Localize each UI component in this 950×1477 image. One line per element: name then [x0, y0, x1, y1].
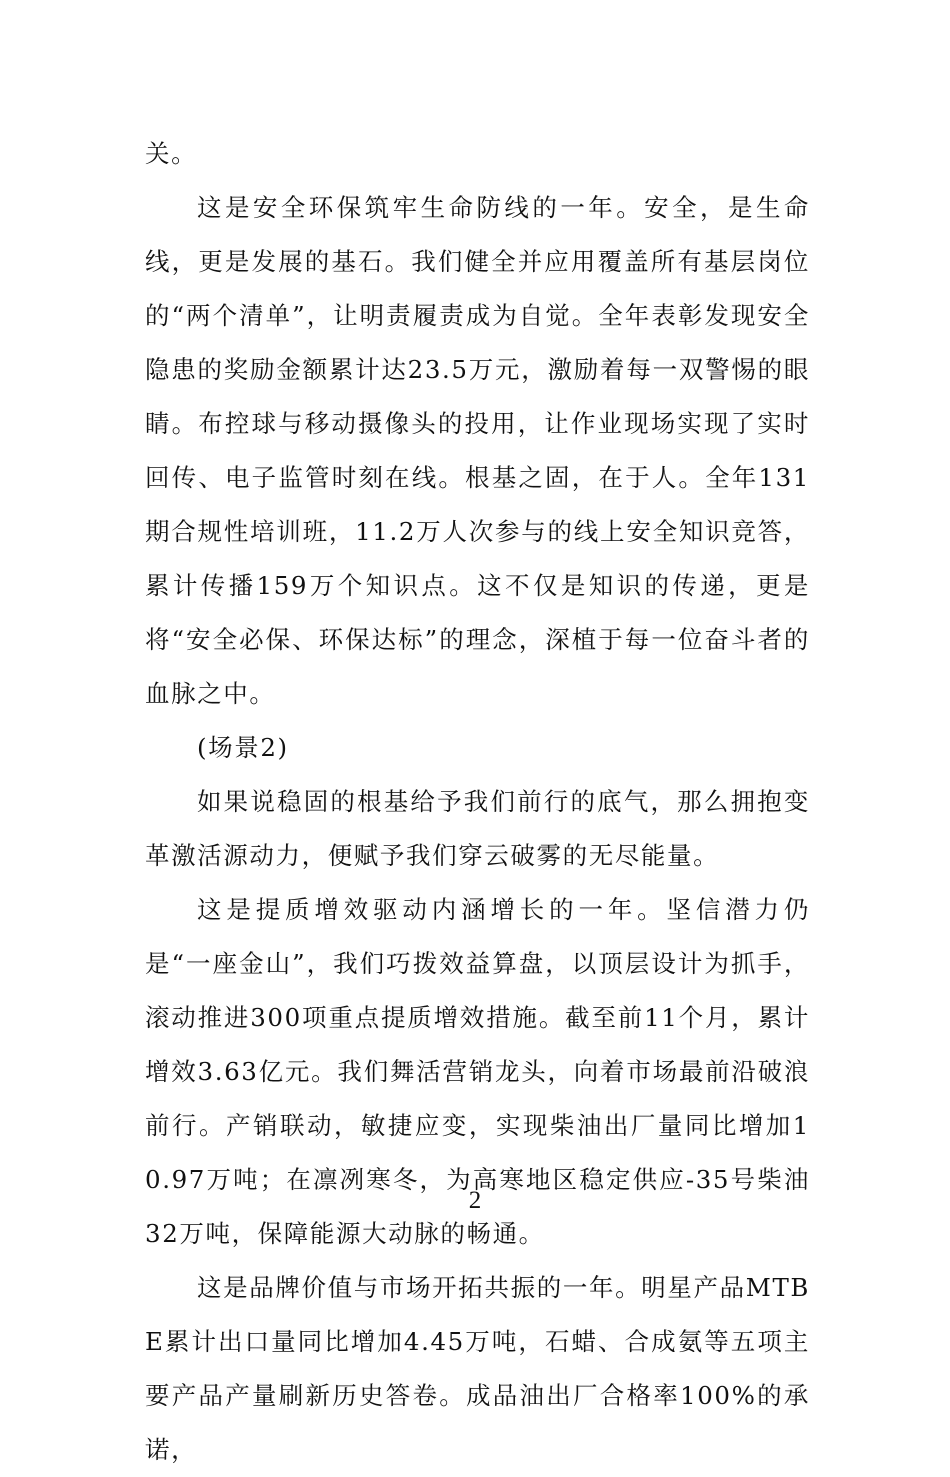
paragraph-continuation: 关。 [145, 139, 198, 168]
paragraph-safety: 这是安全环保筑牢生命防线的一年。安全，是生命线，更是发展的基石。我们健全并应用覆盖所有基层岗位的“两个清单”，让明责履责成为自觉。全年表彰发现安全隐患的奖励金额累计达23.5万元，激励着每一双警惕的眼睛。布控球与移动摄像头的投用，让作业现场实现了实时回传、电子监管时刻在线。根基之固，在于人。全年131期合规性培训班，11.2万人次参与的线上安全知识竞答，累计传播159万个知识点。这不仅是知识的传递，更是将“安全必保、环保达标”的理念，深植于每一位奋斗者的血脉之中。 [145, 193, 810, 708]
paragraph-efficiency: 这是提质增效驱动内涵增长的一年。坚信潜力仍是“一座金山”，我们巧拨效益算盘，以顶层设计为抓手，滚动推进300项重点提质增效措施。截至前11个月，累计增效3.63亿元。我们舞活营销龙头，向着市场最前沿破浪前行。产销联动，敏捷应变，实现柴油出厂量同比增加10.97万吨；在凛冽寒冬，为高寒地区稳定供应-35号柴油32万吨，保障能源大动脉的畅通。 [145, 895, 810, 1248]
page-number: 2 [468, 1187, 482, 1214]
paragraph-transition: 如果说稳固的根基给予我们前行的底气，那么拥抱变革激活源动力，便赋予我们穿云破雾的无尽能量。 [145, 787, 810, 870]
paragraph-brand: 这是品牌价值与市场开拓共振的一年。明星产品MTBE累计出口量同比增加4.45万吨，石蜡、合成氨等五项主要产品产量刷新历史答卷。成品油出厂合格率100%的承诺， [145, 1273, 810, 1464]
scene-label: (场景2) [197, 733, 289, 762]
body-text [145, 127, 810, 1477]
